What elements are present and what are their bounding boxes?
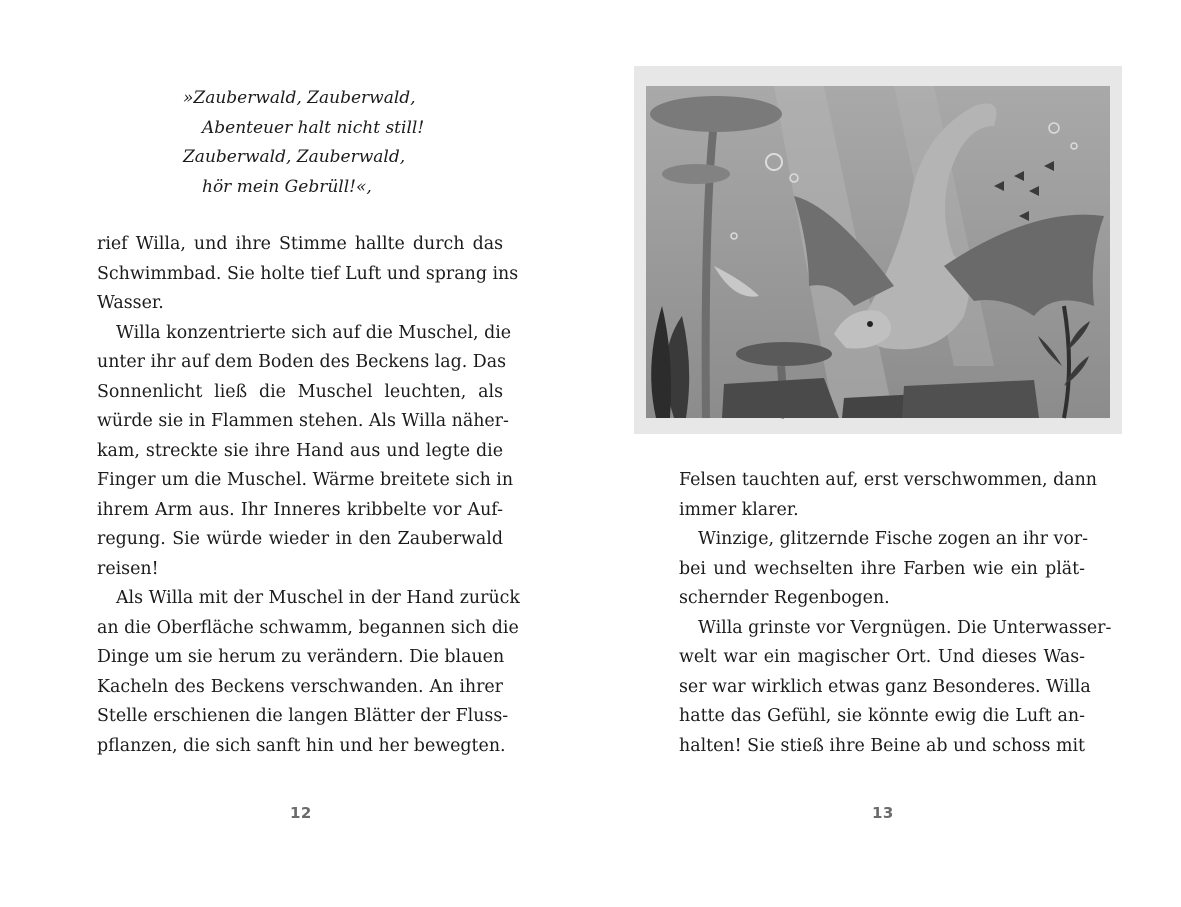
verse-line: Abenteuer halt nicht still! [202, 117, 425, 138]
text-line: immer klarer. [679, 499, 799, 520]
dragon-eye [867, 321, 873, 327]
text-line: ser war wirklich etwas ganz Besonderes. Willa [679, 676, 1091, 697]
text-line: hatte das Gefühl, sie könnte ewig die Luft an- [679, 706, 1085, 726]
text-line: bei und wechselten ihre Farben wie ein plät- [679, 558, 1085, 579]
text-line: Als Willa mit der Muschel in der Hand zurück [116, 588, 520, 608]
rock [722, 378, 839, 418]
text-line: welt war ein magischer Ort. Und dieses Was- [679, 647, 1085, 667]
verse-line: »Zauberwald, Zauberwald, [183, 88, 416, 108]
mushroom-cap [662, 164, 730, 184]
text-line: Stelle erschienen die langen Blätter der Fluss- [97, 706, 509, 726]
rock [902, 380, 1039, 418]
right-body-text [679, 466, 1112, 761]
text-line: Finger um die Muschel. Wärme breitete sich in [97, 470, 514, 490]
verse [183, 84, 424, 202]
text-line: kam, streckte sie ihre Hand aus und legte die [97, 440, 503, 461]
text-line: reisen! [97, 558, 159, 579]
right-page [590, 0, 1181, 907]
text-line: ihrem Arm aus. Ihr Inneres kribbelte vor Auf- [97, 499, 503, 520]
page-number: 13 [872, 804, 894, 822]
text-line: Willa konzentrierte sich auf die Muschel, die [116, 322, 512, 343]
left-page [0, 0, 590, 907]
text-line: Kacheln des Beckens verschwanden. An ihrer [97, 676, 503, 697]
text-line: halten! Sie stieß ihre Beine ab und schoss mit [679, 735, 1085, 756]
mushroom-cap [650, 96, 782, 132]
text-line: Willa grinste vor Vergnügen. Die Unterwasser- [698, 617, 1112, 638]
text-line: Sonnenlicht ließ die Muschel leuchten, als [97, 381, 503, 402]
verse-line: Zauberwald, Zauberwald, [183, 147, 406, 167]
text-line: Schwimmbad. Sie holte tief Luft und sprang ins [97, 263, 519, 284]
mushroom-cap [736, 342, 832, 366]
text-line: regung. Sie würde wieder in den Zauberwald [97, 529, 503, 549]
text-line: rief Willa, und ihre Stimme hallte durch das [97, 234, 503, 254]
text-line: an die Oberfläche schwamm, begannen sich die [97, 617, 519, 638]
text-line: würde sie in Flammen stehen. Als Willa näher- [97, 411, 509, 431]
text-line: unter ihr auf dem Boden des Beckens lag. Das [97, 352, 507, 372]
page-number: 12 [290, 804, 312, 822]
text-line: Dinge um sie herum zu verändern. Die blauen [97, 647, 505, 667]
text-line: schernder Regenbogen. [679, 588, 890, 608]
text-line: Winzige, glitzernde Fische zogen an ihr vor- [698, 529, 1088, 549]
text-line: Felsen tauchten auf, erst verschwommen, dann [679, 470, 1097, 490]
text-line: Wasser. [97, 293, 164, 313]
text-line: pflanzen, die sich sanft hin und her bewegten. [97, 735, 506, 756]
dragon-illustration [634, 66, 1122, 434]
left-body-text [97, 230, 520, 761]
verse-line: hör mein Gebrüll!«, [202, 176, 372, 197]
